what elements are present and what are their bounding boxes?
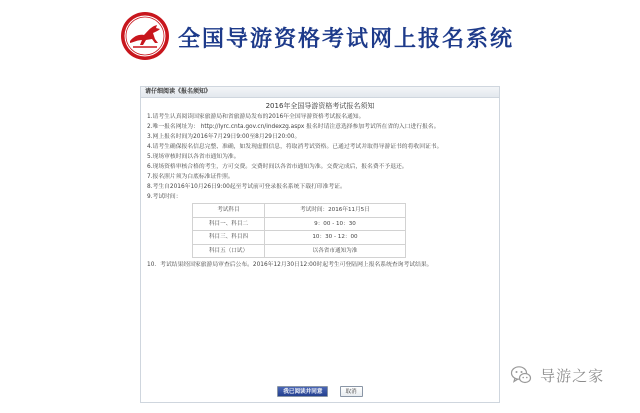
notice-item: 4.请考生确保报名信息完整、准确，如发现虚假信息，将取消考试资格。已通过考试并取得导游证书的将收回证书。: [147, 144, 443, 150]
table-header-cell: 考试时间：2016年11月5日: [265, 204, 406, 218]
table-cell: 以各省市通知为准: [265, 244, 406, 258]
table-header-cell: 考试科目: [193, 204, 265, 218]
notice-item: 2.唯一报名网址为： http://lyrc.cnta.gov.cn/indexzg.aspx 报名时请注意选择参加考试所在省的入口进行报名。: [147, 124, 440, 130]
watermark-text: 导游之家: [540, 366, 605, 385]
horse-emblem-logo-icon: [119, 10, 171, 62]
notice-title: 2016年全国导游资格考试报名须知: [265, 102, 375, 110]
table-row: [193, 244, 406, 258]
notice-item: 5.现场审核时间以各省市通知为准。: [147, 154, 240, 160]
table-cell: 9：00 - 10：30: [265, 217, 406, 231]
table-row: [193, 231, 406, 245]
notice-item: 3.网上报名时间为2016年7月29日9:00至8月29日20:00。: [147, 134, 301, 140]
cancel-button[interactable]: 取消: [340, 386, 363, 397]
notice-item: 8.考生自2016年10月26日9:00起至考试前可登录报名系统下载打印准考证。: [147, 184, 346, 190]
table-cell: 10：30 - 12：00: [265, 231, 406, 245]
table-cell: 科目五（口试）: [193, 244, 265, 258]
exam-schedule-table: [192, 203, 406, 258]
panel-heading: 请仔细阅读《报名须知》: [141, 87, 499, 98]
notice-item: 1.请考生认真阅读国家旅游局和省旅游局发布的2016年全国导游资格考试报名通知。: [147, 114, 365, 120]
notice-item: 6.现场资格审核合格的考生，方可交费。交费时间以各省市通知为准。交费完成后，报名费不予退还。: [147, 164, 408, 170]
notice-item: 10．考试结果经国家旅游局审查后公布。2016年12月30日12:00时起考生可登陆网上报名系统查询考试结果。: [147, 262, 433, 269]
notice-content: [141, 98, 499, 270]
site-title: 全国导游资格考试网上报名系统: [178, 27, 515, 52]
agree-button[interactable]: 我已阅读并同意: [277, 386, 328, 397]
table-cell: 科目一、科目二: [193, 217, 265, 231]
notice-item: 9.考试时间：: [147, 194, 182, 200]
watermark: [510, 364, 604, 386]
wechat-icon: [510, 364, 532, 386]
table-cell: 科目三、科目四: [193, 231, 265, 245]
table-header-row: [193, 204, 406, 218]
notice-panel: [140, 86, 500, 403]
site-header: [0, 0, 640, 80]
table-row: [193, 217, 406, 231]
button-row: [141, 386, 499, 398]
notice-item: 7.报名照片须为白底标准证件照。: [147, 174, 234, 180]
